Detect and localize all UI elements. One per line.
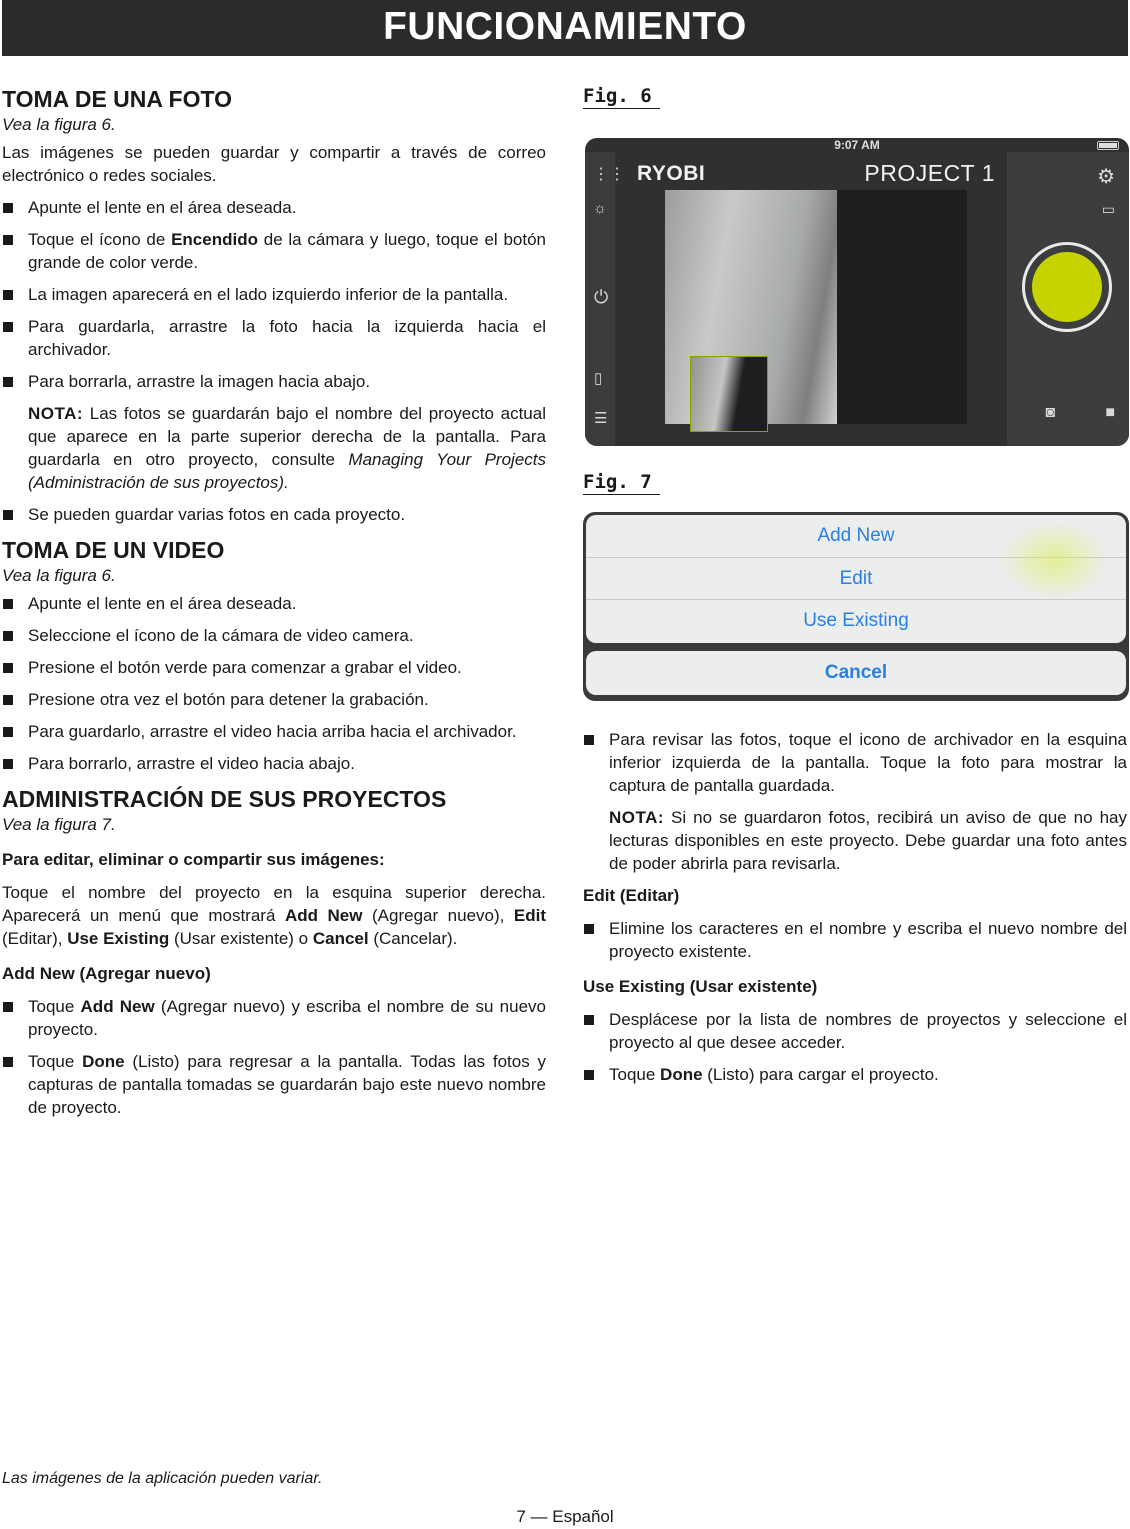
projects-see-fig: Vea la figura 7. — [2, 815, 116, 834]
bullet-icon — [3, 599, 13, 609]
list-item: Toque Add New (Agregar nuevo) y escriba el nombre de su nuevo proyecto. — [2, 995, 546, 1041]
photo-see-fig: Vea la figura 6. — [2, 115, 116, 134]
list-item: Para guardarlo, arrastre el video hacia arriba hacia el archivador. — [2, 720, 546, 743]
review-steps — [583, 728, 1127, 797]
list-item: Para borrarla, arrastre la imagen hacia abajo. — [2, 370, 546, 393]
bullet-icon — [3, 322, 13, 332]
settings-icon[interactable]: ⚙ — [1097, 166, 1115, 188]
status-time: 9:07 AM — [834, 138, 880, 152]
fig6-app-screenshot — [585, 138, 1129, 446]
list-item: Para revisar las fotos, toque el icono de archivador en la esquina inferior izquierda de la pantalla. Toque la foto para mostrar la captura de pantalla guardada. — [583, 728, 1127, 797]
addnew-steps — [2, 995, 546, 1119]
projects-subheading: Para editar, eliminar o compartir sus imágenes: — [2, 850, 385, 869]
fig6-label: Fig. 6 — [583, 84, 660, 109]
photo-heading: TOMA DE UNA FOTO — [2, 86, 232, 112]
bullet-icon — [3, 1002, 13, 1012]
list-item: Apunte el lente en el área deseada. — [2, 592, 546, 615]
bullet-icon — [3, 377, 13, 387]
grid-menu-icon[interactable]: ⋮⋮ — [593, 166, 625, 183]
list-item: La imagen aparecerá en el lado izquierdo inferior de la pantalla. — [2, 283, 546, 306]
bullet-icon — [584, 1070, 594, 1080]
list-icon[interactable]: ☰ — [594, 410, 608, 427]
list-item: Se pueden guardar varias fotos en cada proyecto. — [2, 503, 546, 526]
right-text-column — [583, 728, 1127, 1095]
photo-steps — [2, 196, 546, 393]
edit-option[interactable]: Edit — [586, 558, 1126, 601]
video-steps — [2, 592, 546, 775]
addnew-heading: Add New (Agregar nuevo) — [2, 964, 211, 983]
bullet-icon — [3, 759, 13, 769]
bullet-icon — [3, 695, 13, 705]
bullet-icon — [584, 1015, 594, 1025]
photo-note: NOTA: Las fotos se guardarán bajo el nombre del proyecto actual que aparece en la parte superior derecha de la pantalla. Para guardarla en otro proyecto, consulte Managing Your Projects (Administración de sus proyectos). — [28, 404, 546, 492]
bullet-icon — [3, 663, 13, 673]
project-name[interactable]: PROJECT 1 — [864, 160, 995, 186]
archive-icon[interactable]: ▯ — [594, 370, 603, 387]
page-number: 7 — Español — [516, 1507, 614, 1526]
list-item: Apunte el lente en el área deseada. — [2, 196, 546, 219]
toggle-icon[interactable]: ▭ — [1101, 201, 1115, 217]
projects-intro: Toque el nombre del proyecto en la esquina superior derecha. Aparecerá un menú que mostrará Add New (Agregar nuevo), Edit (Editar), Use Existing (Usar existente) o Cancel (Cancelar). — [2, 883, 546, 948]
bullet-icon — [3, 1057, 13, 1067]
left-column — [2, 84, 546, 1128]
list-item: Para borrarlo, arrastre el video hacia abajo. — [2, 752, 546, 775]
brightness-icon[interactable]: ☼ — [593, 200, 607, 217]
video-camera-icon[interactable]: ■ — [1105, 404, 1115, 421]
app-logo: RYOBI — [637, 162, 706, 185]
bullet-icon — [3, 290, 13, 300]
bullet-icon — [3, 631, 13, 641]
list-item: Para guardarla, arrastre la foto hacia la izquierda hacia el archivador. — [2, 315, 546, 361]
bullet-icon — [3, 727, 13, 737]
fig7-label: Fig. 7 — [583, 470, 660, 495]
photo-steps-extra — [2, 503, 546, 526]
battery-icon — [1097, 141, 1119, 150]
capture-button[interactable] — [1022, 242, 1112, 332]
list-item: Toque Done (Listo) para regresar a la pantalla. Todas las fotos y capturas de pantalla tomadas se guardarán bajo este nuevo nombre de proyecto. — [2, 1050, 546, 1119]
edit-heading: Edit (Editar) — [583, 886, 680, 905]
use-existing-heading: Use Existing (Usar existente) — [583, 977, 818, 996]
add-new-option[interactable]: Add New — [586, 515, 1126, 558]
use-existing-steps — [583, 1008, 1127, 1086]
camera-icon[interactable]: ◙ — [1045, 404, 1055, 421]
footnote: Las imágenes de la aplicación pueden variar. — [2, 1470, 323, 1487]
power-icon[interactable]: ⏻ — [594, 287, 609, 307]
list-item: Presione el botón verde para comenzar a grabar el video. — [2, 656, 546, 679]
photo-thumbnail[interactable] — [690, 356, 768, 432]
list-item: Desplácese por la lista de nombres de proyectos y seleccione el proyecto al que desee acceder. — [583, 1008, 1127, 1054]
list-item: Presione otra vez el botón para detener la grabación. — [2, 688, 546, 711]
fig6-label-wrap — [583, 84, 1127, 109]
review-note: NOTA: Si no se guardaron fotos, recibirá un aviso de que no hay lecturas disponibles en este proyecto. Debe guardar una foto antes de poder abrirla para revisarla. — [609, 808, 1127, 873]
projects-heading: ADMINISTRACIÓN DE SUS PROYECTOS — [2, 786, 447, 812]
bullet-icon — [584, 735, 594, 745]
action-group — [586, 515, 1126, 643]
use-existing-option[interactable]: Use Existing — [803, 610, 909, 631]
list-item: Elimine los caracteres en el nombre y escriba el nuevo nombre del proyecto existente. — [583, 917, 1127, 963]
cancel-button[interactable]: Cancel — [586, 651, 1126, 695]
fig7-label-wrap — [583, 470, 660, 495]
photo-intro: Las imágenes se pueden guardar y compartir a través de correo electrónico o redes sociales. — [2, 143, 546, 185]
bullet-icon — [3, 235, 13, 245]
fig7-action-sheet — [583, 512, 1129, 701]
page-banner: FUNCIONAMIENTO — [2, 0, 1128, 56]
bullet-icon — [3, 203, 13, 213]
bullet-icon — [584, 924, 594, 934]
list-item: Toque Done (Listo) para cargar el proyecto. — [583, 1063, 1127, 1086]
bullet-icon — [3, 510, 13, 520]
list-item: Seleccione el ícono de la cámara de video camera. — [2, 624, 546, 647]
edit-steps — [583, 917, 1127, 963]
video-heading: TOMA DE UN VIDEO — [2, 537, 225, 563]
video-see-fig: Vea la figura 6. — [2, 566, 116, 585]
list-item: Toque el ícono de Encendido de la cámara y luego, toque el botón grande de color verde. — [2, 228, 546, 274]
